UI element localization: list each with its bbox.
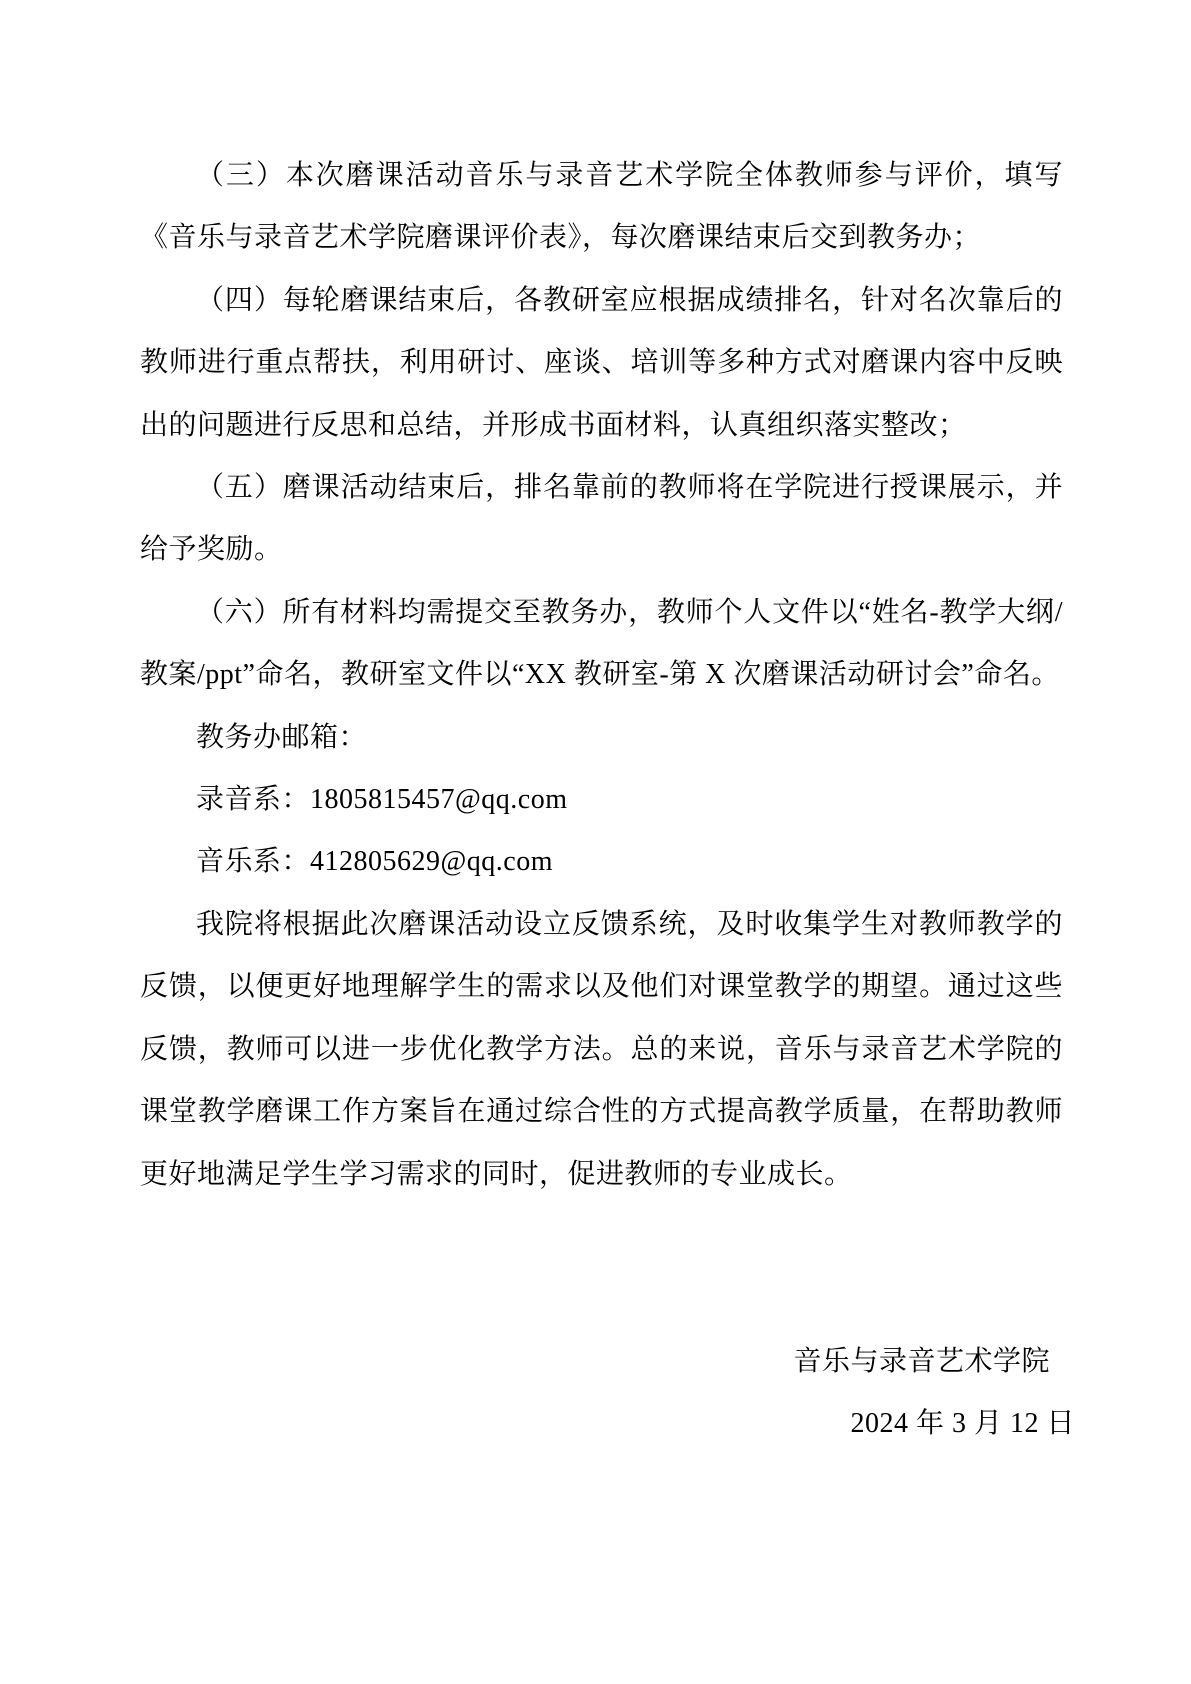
signature-organization: 音乐与录音艺术学院 xyxy=(793,1345,1050,1377)
item-four-paragraph: （四）每轮磨课结束后，各教研室应根据成绩排名，针对名次靠后的教师进行重点帮扶，利用研讨、座谈、培训等多种方式对磨课内容中反映出的问题进行反思和总结，并形成书面材料，认真组织落实整改； xyxy=(140,284,1063,441)
item-five-paragraph: （五）磨课活动结束后，排名靠前的教师将在学院进行授课展示，并给予奖励。 xyxy=(140,472,1063,566)
office-email-heading: 教务办邮箱： xyxy=(196,721,368,753)
item-six-paragraph: （六）所有材料均需提交至教务办，教师个人文件以“姓名-教学大纲/教案/ppt”命名，教研室文件以“XX 教研室-第 X 次磨课活动研讨会”命名。 xyxy=(140,596,1063,691)
closing-paragraph: 我院将根据此次磨课活动设立反馈系统，及时收集学生对教师教学的反馈，以便更好地理解学生的需求以及他们对课堂教学的期望。通过这些反馈，教师可以进一步优化教学方法。总的来说，音乐与录音艺术学院的课堂教学磨课工作方案旨在通过综合性的方式提高教学质量，在帮助教师更好地满足学生学习需求的同时，促进教师的专业成长。 xyxy=(140,908,1063,1190)
document-body xyxy=(140,145,1075,1456)
signature-date: 2024 年 3 月 12 日 xyxy=(850,1408,1075,1440)
blank-space xyxy=(140,1206,1063,1331)
recording-dept-email-line: 录音系：1805815457@qq.com xyxy=(196,784,568,816)
item-three-paragraph: （三）本次磨课活动音乐与录音艺术学院全体教师参与评价，填写《音乐与录音艺术学院磨课评价表》，每次磨课结束后交到教务办； xyxy=(140,160,1063,254)
music-dept-email-line: 音乐系：412805629@qq.com xyxy=(196,846,553,878)
